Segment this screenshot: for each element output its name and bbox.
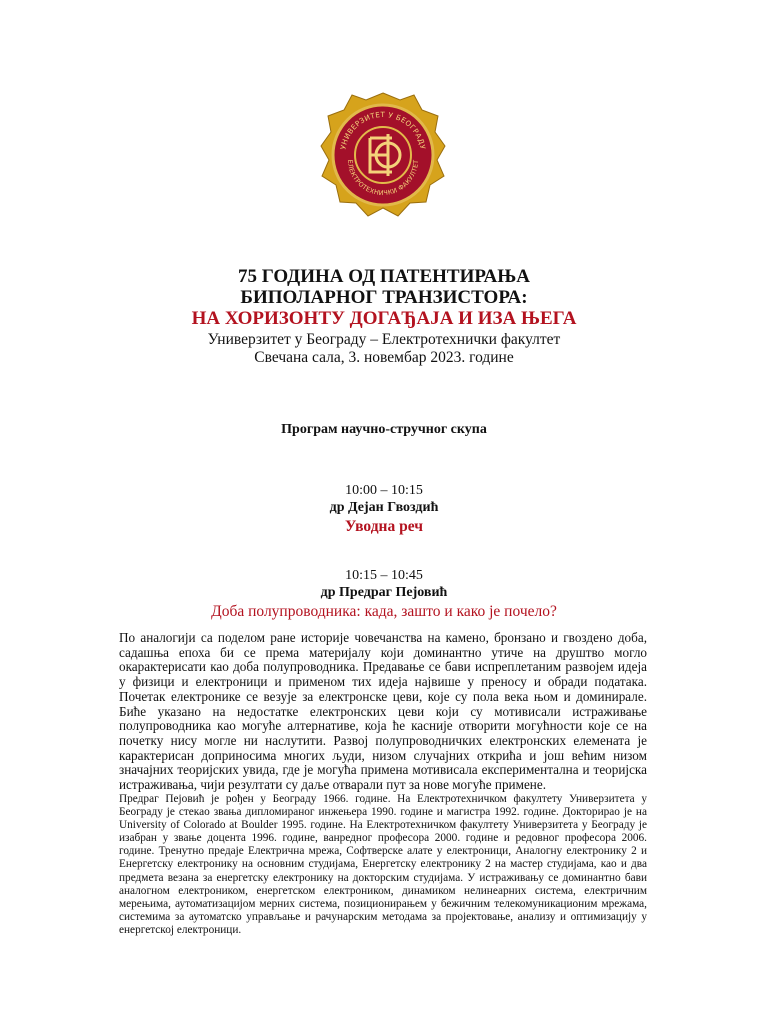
session-1 [0,482,768,537]
session-title: Доба полупроводника: када, зашто и како је почело? [211,603,557,620]
seal-icon [318,90,448,220]
session-title: Уводна реч [345,518,423,535]
title-line-1: 75 ГОДИНА ОД ПАТЕНТИРАЊА [237,266,530,287]
faculty-seal-logo [318,90,448,220]
venue-date: Свечана сала, 3. новембар 2023. године [254,349,514,366]
session-speaker: др Дејан Гвоздић [329,500,439,515]
svg-text:ЕЛЕКТРОТЕХНИЧКИ ФАКУЛТЕТ: ЕЛЕКТРОТЕХНИЧКИ ФАКУЛТЕТ [345,159,421,198]
speaker-bio: Предраг Пејовић је рођен у Београду 1966. године. На Електротехничком факултету Универзитета у Београду је стекао звања дипломираног инжењера 1990. године и магистра 1992. године. Докторирао је на University of Colorado at Boulder 1995. године. На Електротехничком факултету Универзитета у Београду је изабран у звање доцента 1996. године, ванредног професора 2000. године и редовног професора 2006. године. Тренутно предаје Електрична мрежа, Софтверске алате у електроници, Аналогну електронику 2 и Енергетску електронику на основним студијама, Енергетску електронику 2 на мастер студијама, као и два предмета везана за енергетску електронику на докторским студијама. У истраживању се доминантно бави аналогном електроником, енергетском електроником, динамиком нелинеарних система, електричним мерењима, аутоматизацијом мерних система, позиционирањем у бежичним телекомуникационим мрежама, системима за аутоматско управљање и рачунарским методама за пројектовање, анализу и оптимизацију у енергетској електроници. [119,793,647,936]
session-2 [0,567,768,622]
event-subtitle [0,331,768,367]
session-time: 10:15 – 10:45 [345,568,423,583]
title-line-3: НА ХОРИЗОНТУ ДОГАЂАЈА И ИЗА ЊЕГА [191,308,577,329]
program-heading: Програм научно-стручног скупа [281,422,487,437]
svg-text:УНИВЕРЗИТЕТ У БЕОГРАДУ: УНИВЕРЗИТЕТ У БЕОГРАДУ [338,110,428,151]
title-line-2: БИПОЛАРНОГ ТРАНЗИСТОРА: [240,287,528,308]
session-time: 10:00 – 10:15 [345,483,423,498]
event-title [0,266,768,329]
session-speaker: др Предраг Пејовић [320,585,448,600]
lecture-abstract: По аналогији са поделом ране историје човечанства на камено, бронзано и гвоздено доба, садашња епоха би се према материјалу који доминантно утиче на друштво могло окарактерисати као доба полупроводника. Предавање се бави испреплетаним развојем идеја у физици и електроници и применом тих идеја највише у преносу и обради података. Почетак електронике се везује за електронске цеви, које су пола века њом и доминирале. Биће указано на недостатке електронских цеви који су мотивисали истраживање полупроводника као могуће алтернативе, која ће касније отворити могућности које се на почетку нису могле ни наслутити. Развој полупроводничких електронских елемената је карактерисан доприносима многих људи, низом случајних открића и још већим низом значајних теоријских увида, где је могућа примена мотивисала експериментална и теоријска истраживања, чији резултати су даље отварали пут за нове могуће примене. [119,630,647,793]
institution: Универзитет у Београду – Електротехнички факултет [207,331,561,348]
